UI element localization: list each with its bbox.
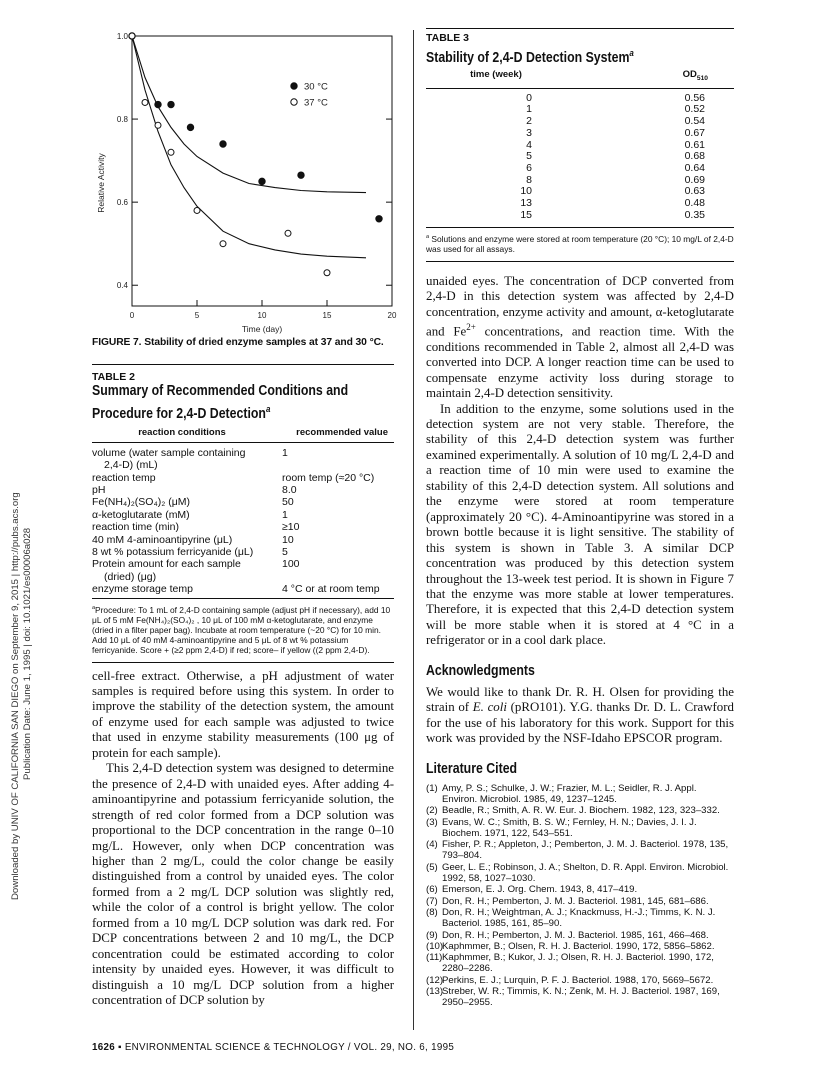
right-paragraph-1 <box>426 274 734 402</box>
reference-item <box>426 805 734 816</box>
table-3-footnote-text: Solutions and enzyme were stored at room temperature (20 °C); 10 mg/L of 2,4-D was used for all assays. <box>426 234 734 255</box>
data-point-37c <box>324 270 330 276</box>
table-3-week: 10 <box>520 185 532 198</box>
legend-marker <box>291 83 297 89</box>
table-3-od: 0.67 <box>684 126 705 139</box>
table-2-title-text: Summary of Recommended Conditions and Procedure for 2,4-D Detection <box>92 383 349 422</box>
table-2-condition: 40 mM 4-aminoantipyrine (μL) <box>92 533 233 546</box>
table-2-value: 100 <box>282 558 300 571</box>
data-point-37c <box>285 230 291 236</box>
reference-number: (9) <box>426 929 438 941</box>
data-point-37c <box>142 99 148 105</box>
y-tick-label: 0.6 <box>116 198 128 208</box>
figure-7-caption-text: Stability of dried enzyme samples at 37 and 30 °C. <box>144 337 384 348</box>
series-curve-37c <box>132 36 366 258</box>
table-2-value <box>294 459 394 471</box>
reference-number: (13) <box>426 985 444 997</box>
table-2-condition: 2,4-D) (mL) <box>104 459 158 472</box>
reference-item <box>426 783 734 806</box>
acknowledgments-heading: Acknowledgments <box>426 662 535 679</box>
table-2-row <box>92 509 394 521</box>
reference-text: Don, R. H.; Pemberton, J. M. J. Bacteriol. 1981, 145, 681–686. <box>442 895 709 907</box>
reference-item <box>426 907 734 930</box>
table-3-week: 8 <box>526 173 532 186</box>
left-body-text <box>92 669 394 1009</box>
table-2 <box>92 425 394 663</box>
table-2-value: 5 <box>282 546 288 559</box>
left-paragraph-2: This 2,4-D detection system was designed to determine the presence of 2,4-D with unaided eyes. After adding 4-aminoantipyrine and potassium ferricyanide solution, the strength of red color formed from a DCP solution was proportional to the DCP concentration in the range 0–10 mg/L. However, only when DCP concentration was higher than 2 mg/L, could the color change be easily distinguished from a control by unaided eyes. The color formed from a 2 mg/L DCP solution was slightly red, while the color of a control is bright yellow. The color formed from a 10 mg/L DCP solution was dark red. For DCP concentrations between 2 and 10 mg/L, the DCP concentration could be estimated according to color intensity by unaided eyes. However, it was difficult to distinguish a 10 mg/L DCP solution from a higher concentration of DCP solution by <box>92 761 394 1008</box>
table-2-row <box>92 558 394 570</box>
right-paragraph-1-sup: 2+ <box>466 322 476 333</box>
table-2-row <box>92 447 394 459</box>
table-2-value: 8.0 <box>282 484 297 497</box>
table-3-week: 1 <box>526 103 532 116</box>
data-point-37c <box>129 33 135 39</box>
reference-text: Kaphmmer, B.; Olsen, R. H. J. Bacteriol. 1990, 172, 5856–5862. <box>442 940 715 952</box>
reference-text: Streber, W. R.; Timmis, K. N.; Zenk, M. H. J. Bacteriol. 1987, 169, 2950–2955. <box>442 985 720 1009</box>
reference-number: (1) <box>426 782 438 794</box>
reference-list <box>426 783 734 1009</box>
table-2-value: 10 <box>282 533 294 546</box>
table-3-od: 0.69 <box>684 173 705 186</box>
table-3-week: 5 <box>526 150 532 163</box>
table-2-condition: reaction temp <box>92 471 156 484</box>
reference-item <box>426 862 734 885</box>
data-point-30c <box>187 124 193 130</box>
watermark-line-2: Publication Date: June 1, 1995 | doi: 10.1021/es00006a028 <box>22 527 33 780</box>
column-divider <box>413 30 414 1030</box>
reference-number: (7) <box>426 895 438 907</box>
reference-item <box>426 884 734 895</box>
left-paragraph-1: cell-free extract. Otherwise, a pH adjustment of water samples is required before using this system. In order to improve the stability of the detection system, the amount of enzyme used for each sample was adjusted to twice that used in enzyme stability measurements (100 μg of protein for each sample). <box>92 668 394 760</box>
table-2-condition: Fe(NH₄)₂(SO₄)₂ (μM) <box>92 496 191 509</box>
table-3-col-od-sub: 510 <box>696 74 708 82</box>
reference-item <box>426 941 734 952</box>
reference-number: (12) <box>426 974 444 986</box>
figure-7-caption-label: FIGURE 7. <box>92 337 142 348</box>
table-3-title <box>426 44 735 67</box>
table-2-condition: 8 wt % potassium ferricyanide (μL) <box>92 546 254 559</box>
watermark-line-1: Downloaded by UNIV OF CALIFORNIA SAN DIEGO on September 9, 2015 | http://pubs.acs.org <box>10 492 21 900</box>
table-3-end-rule <box>426 261 734 262</box>
x-tick-label: 5 <box>194 311 200 320</box>
table-2-value: 4 °C or at room temp <box>282 583 380 596</box>
table-3-bottom-rule <box>426 227 734 228</box>
reference-text: Geer, L. E.; Robinson, J. A.; Shelton, D. R. Appl. Environ. Microbiol. 1992, 58, 1027–1030. <box>442 861 729 885</box>
figure-7-chart <box>92 28 397 334</box>
data-point-30c <box>168 101 174 107</box>
table-3-row <box>426 163 734 175</box>
table-2-label: TABLE 2 <box>92 371 135 383</box>
table-3-title-text: Stability of 2,4-D Detection System <box>426 49 630 66</box>
right-body-text <box>426 274 734 649</box>
table-2-condition: volume (water sample containing <box>92 446 246 459</box>
reference-text: Beadle, R.; Smith, A. R. W. Eur. J. Biochem. 1982, 123, 323–332. <box>442 805 720 817</box>
legend-label: 37 °C <box>304 97 328 109</box>
figure-7-caption <box>92 337 394 348</box>
table-3-col-time: time (week) <box>470 68 522 80</box>
table-3-week: 2 <box>526 115 532 128</box>
ack-text-organism: E. coli <box>472 700 507 715</box>
table-3-week: 0 <box>526 91 532 104</box>
reference-text: Don, R. H.; Weightman, A. J.; Knackmuss, H.-J.; Timms, K. N. J. Bacteriol. 1985, 161, 85–90. <box>442 906 716 930</box>
reference-item <box>426 930 734 941</box>
table-3-body <box>426 89 734 228</box>
reference-item <box>426 817 734 840</box>
reference-item <box>426 986 734 1009</box>
table-3-week: 3 <box>526 126 532 139</box>
reference-number: (4) <box>426 839 438 851</box>
table-3-od: 0.64 <box>684 161 705 174</box>
table-2-footnote <box>92 603 394 656</box>
table-3-row <box>426 210 734 222</box>
ack-text-a: We would like to thank Dr. R. H. Olsen for providing the strain of <box>426 684 734 715</box>
reference-text: Perkins, E. J.; Lurquin, P. F. J. Bacteriol. 1988, 170, 5669–5672. <box>442 974 714 986</box>
table-2-col-conditions: reaction conditions <box>138 426 226 438</box>
reference-text: Evans, W. C.; Smith, B. S. W.; Fernley, H. N.; Davies, J. I. J. Biochem. 1971, 122, 543–551. <box>442 816 697 839</box>
right-column <box>426 28 734 1009</box>
y-tick-label: 0.8 <box>116 115 128 125</box>
table-2-condition: α-ketoglutarate (mM) <box>92 508 190 521</box>
table-2-title <box>92 383 395 423</box>
data-point-37c <box>168 149 174 155</box>
data-point-37c <box>220 241 226 247</box>
data-point-30c <box>155 101 161 107</box>
table-3-row <box>426 128 734 140</box>
table-2-condition: pH <box>92 484 106 497</box>
table-3-od: 0.56 <box>684 91 705 104</box>
table-3-top-rule <box>426 28 734 29</box>
table-2-condition: reaction time (min) <box>92 521 179 534</box>
table-2-row <box>92 571 394 583</box>
y-tick-label: 1.0 <box>116 32 128 41</box>
table-3-od: 0.48 <box>684 197 705 210</box>
reference-number: (8) <box>426 906 438 918</box>
table-3-footnote-mark: a <box>426 234 430 241</box>
right-paragraph-2: In addition to the enzyme, some solutions used in the detection system are not very stable. Therefore, the stability of this 2,4-D detection system was further examined experimentally. A solution of 10 mg/L 2,4-D and a reaction time of 10 min were used to examine the stability of this 2,4-D detection system. All solutions and the enzyme were stored at room temperature (approximately 20 °C). 4-Aminoantipyrine was stored in a brown bottle because it is light sensitive. The stability of this system is shown in Table 3. A similar DCP concentration was produced by this detection system throughout the 13-week test period. It is shown in Figure 7 that the enzyme was more stable at lower temperatures. Therefore, it is expected that this 2,4-D detection system will be more stable when it is stored at 4 °C in a refrigerator or in a cool dark place. <box>426 401 734 648</box>
figure-7 <box>92 28 397 334</box>
data-point-30c <box>220 141 226 147</box>
reference-number: (3) <box>426 816 438 828</box>
reference-text: Kaphmmer, B.; Kukor, J. J.; Olsen, R. H. J. Bacteriol. 1990, 172, 2280–2286. <box>442 952 714 975</box>
table-3-header <box>426 67 734 89</box>
table-2-value: 1 <box>282 446 288 459</box>
reference-number: (10) <box>426 940 444 952</box>
table-2-footnote-mark: a <box>92 604 96 611</box>
table-2-row <box>92 546 394 558</box>
table-2-title-footnote-mark: a <box>265 403 271 414</box>
plot-frame <box>132 36 392 306</box>
reference-item <box>426 839 734 862</box>
table-3-od: 0.54 <box>684 115 705 128</box>
reference-text: Amy, P. S.; Schulke, J. W.; Frazier, M. L.; Seidler, R. J. Appl. Environ. Microbiol. 1985, 49, 1237–1245. <box>442 782 697 805</box>
reference-text: Don, R. H.; Pemberton, J. M. J. Bacteriol. 1985, 161, 466–468. <box>442 929 709 941</box>
series-curve-30c <box>132 36 366 193</box>
table-2-value: ≥10 <box>282 521 300 534</box>
table-3-od: 0.52 <box>684 103 705 116</box>
table-3-footnote <box>426 232 734 254</box>
table-3-week: 13 <box>520 197 532 210</box>
table-3-label: TABLE 3 <box>426 32 469 44</box>
table-3-od: 0.63 <box>684 185 705 198</box>
data-point-30c <box>259 178 265 184</box>
table-2-value <box>294 571 394 583</box>
page-number: 1626 <box>92 1042 115 1053</box>
page-footer <box>92 1042 454 1053</box>
data-point-30c <box>298 172 304 178</box>
data-point-37c <box>155 122 161 128</box>
download-watermark <box>2 200 32 900</box>
reference-number: (11) <box>426 952 443 964</box>
legend-marker <box>291 99 297 105</box>
x-axis-label: Time (day) <box>241 324 283 334</box>
table-3-col-od <box>566 69 734 82</box>
table-2-condition: (dried) (μg) <box>104 570 157 583</box>
reference-number: (2) <box>426 805 438 817</box>
reference-item <box>426 896 734 907</box>
x-tick-label: 20 <box>387 311 397 320</box>
reference-item <box>426 975 734 986</box>
data-point-37c <box>194 207 200 213</box>
left-column <box>92 28 397 1008</box>
y-axis-label: Relative Activity <box>96 153 106 213</box>
table-2-row <box>92 534 394 546</box>
table-2-end-rule <box>92 662 394 663</box>
x-tick-label: 10 <box>257 311 267 320</box>
table-2-row <box>92 472 394 484</box>
journal-info: ▪ ENVIRONMENTAL SCIENCE & TECHNOLOGY / VOL. 29, NO. 6, 1995 <box>115 1042 455 1053</box>
table-3-od: 0.35 <box>684 208 705 221</box>
table-2-row <box>92 459 394 471</box>
reference-text: Fisher, P. R.; Appleton, J.; Pemberton, J. M. J. Bacteriol. 1978, 135, 793–804. <box>442 839 729 862</box>
reference-item <box>426 952 734 975</box>
table-3-col-od-text: OD <box>682 68 697 80</box>
data-point-30c <box>376 216 382 222</box>
x-tick-label: 15 <box>322 311 332 320</box>
acknowledgments-text <box>426 685 734 747</box>
literature-heading: Literature Cited <box>426 760 518 777</box>
x-tick-label: 0 <box>129 311 135 320</box>
table-2-body <box>92 443 394 596</box>
table-3-week: 15 <box>520 208 532 221</box>
reference-number: (5) <box>426 861 438 873</box>
table-2-row <box>92 583 394 595</box>
table-2-value: 50 <box>282 496 294 509</box>
table-2-value: room temp (≈20 °C) <box>282 471 375 484</box>
right-paragraph-1-b: concentrations, and reaction time. With the conditions recommended in Table 2, almost all 2,4-D was converted into DCP. A longer reaction time can be used to compensate enzyme activity loss during storage to maintain 2,4-D detection sensitivity. <box>426 324 734 401</box>
table-3-week: 6 <box>526 161 532 174</box>
table-2-row <box>92 496 394 508</box>
ack-text-b: (pRO101). Y.G. thanks Dr. D. L. Crawford for the use of his laboratory for this work. Support for this work was provided by the NSF-Idaho EPSCOR program. <box>426 700 734 746</box>
reference-text: Emerson, E. J. Org. Chem. 1943, 8, 417–419. <box>442 884 638 896</box>
table-2-header <box>92 425 394 443</box>
table-3-od: 0.68 <box>684 150 705 163</box>
table-3-row <box>426 198 734 210</box>
legend-label: 30 °C <box>304 81 328 93</box>
table-2-row <box>92 484 394 496</box>
table-2-footnote-text: Procedure: To 1 mL of 2,4-D containing sample (adjust pH if necessary), add 10 μL of 5 mM Fe(NH₄)₂(SO₄)₂ , 10 μL of 100 mM α-ketoglutarate, and enzyme (dried in a filter paper bag). Incubate at room temperature (~20 °C) for 10 min. Add 10 μL of 40 mM 4-aminoantipyrine and 5 μL of 8 wt % potassium ferricyanide. Score + (≥2 ppm 2,4-D) if red; score– if yellow ((2 ppm 2,4-D). <box>92 604 391 656</box>
reference-number: (6) <box>426 884 438 896</box>
table-2-bottom-rule <box>92 598 394 599</box>
table-2-top-rule <box>92 364 394 365</box>
table-2-col-value: recommended value <box>296 426 388 438</box>
table-2-condition: enzyme storage temp <box>92 583 193 596</box>
table-3 <box>426 67 734 262</box>
table-3-title-footnote-mark: a <box>629 47 634 58</box>
table-2-value: 1 <box>282 508 288 521</box>
table-2-row <box>92 521 394 533</box>
table-3-week: 4 <box>526 138 532 151</box>
table-3-od: 0.61 <box>684 138 705 151</box>
y-tick-label: 0.4 <box>116 281 128 291</box>
table-2-condition: Protein amount for each sample <box>92 558 241 571</box>
right-paragraph-1-a: unaided eyes. The concentration of DCP converted from 2,4-D in this detection system was affected by 2,4-D concentration, enzyme activity and amount, α-ketoglutarate and Fe <box>426 273 734 339</box>
